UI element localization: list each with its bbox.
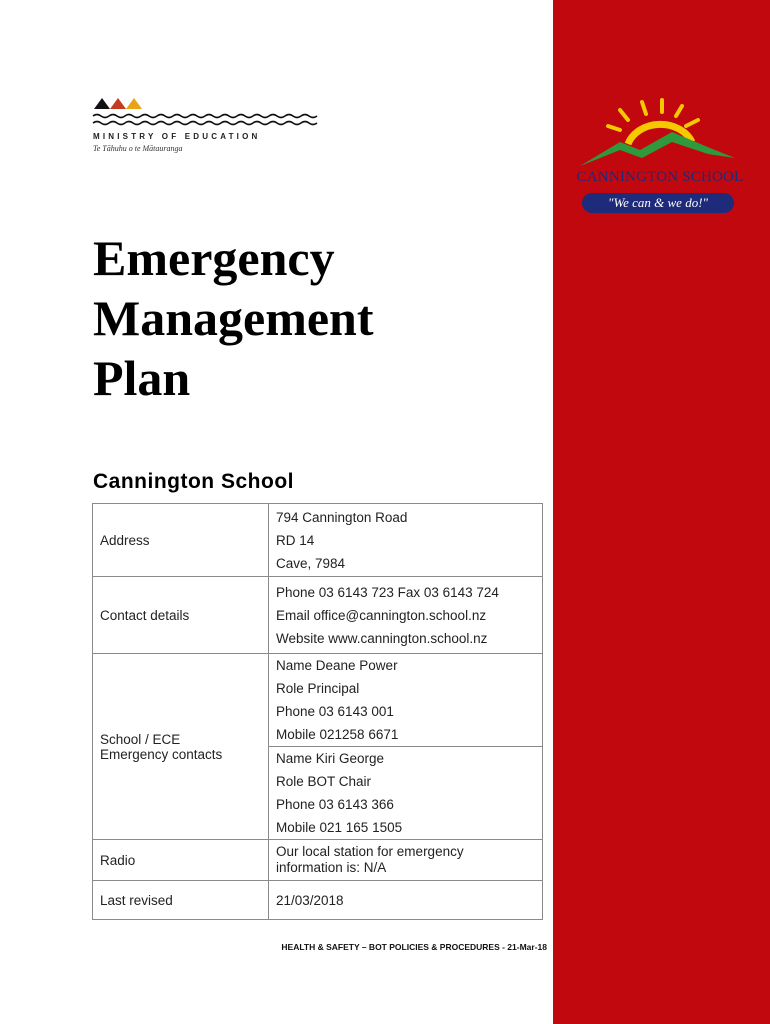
- radio-line: information is: N/A: [276, 860, 387, 875]
- address-line: 794 Cannington Road: [276, 509, 408, 525]
- contact-line: Email office@cannington.school.nz: [276, 607, 487, 623]
- address-label: Address: [93, 504, 269, 577]
- cannington-school-logo: [560, 96, 760, 218]
- last-revised-value: 21/03/2018: [269, 881, 543, 920]
- address-line: Cave, 7984: [276, 555, 346, 571]
- ministry-subtitle: Te Tāhuhu o te Mātauranga: [93, 144, 183, 153]
- page-footer: HEALTH & SAFETY – BOT POLICIES & PROCEDURES - 21-Mar-18: [281, 942, 547, 952]
- ministry-name: MINISTRY OF EDUCATION: [93, 132, 261, 141]
- ministry-of-education-logo: [92, 96, 327, 156]
- contact-line: Phone 03 6143 723 Fax 03 6143 724: [276, 584, 499, 600]
- contact-field: Phone 03 6143 001: [276, 704, 394, 719]
- school-heading: Cannington School: [93, 470, 294, 493]
- contact-label: Contact details: [93, 577, 269, 654]
- contact-field: Mobile 021 165 1505: [276, 820, 403, 835]
- radio-value: [269, 840, 543, 881]
- contact-field: Phone 03 6143 366: [276, 797, 394, 812]
- table-row-radio: [93, 840, 543, 881]
- contact-field: Role Principal: [276, 681, 360, 696]
- table-row-emergency-1: [93, 654, 543, 747]
- last-revised-label: Last revised: [93, 881, 269, 920]
- contact-line: Website www.cannington.school.nz: [276, 630, 488, 646]
- school-motto-banner: "We can & we do!": [582, 193, 734, 213]
- title-line: Management: [93, 290, 374, 346]
- contact-field: Role BOT Chair: [276, 774, 372, 789]
- table-row-address: [93, 504, 543, 577]
- address-line: RD 14: [276, 532, 315, 548]
- title-line: Emergency: [93, 230, 335, 286]
- contact-field: Name Deane Power: [276, 658, 398, 673]
- contact-field: Mobile 021258 6671: [276, 727, 399, 742]
- emergency-contact-2: [269, 747, 543, 840]
- sun-hills-icon: [560, 96, 760, 176]
- document-title: [93, 228, 374, 408]
- table-row-contact: [93, 577, 543, 654]
- radio-line: Our local station for emergency: [276, 844, 464, 859]
- emergency-contact-1: [269, 654, 543, 747]
- school-logo-name: CANNINGTON SCHOOL: [576, 169, 744, 185]
- address-value: [269, 504, 543, 577]
- radio-label: Radio: [93, 840, 269, 881]
- table-row-revised: [93, 881, 543, 920]
- contact-value: [269, 577, 543, 654]
- title-line: Plan: [93, 350, 191, 406]
- contact-field: Name Kiri George: [276, 751, 385, 766]
- emergency-label-line: Emergency contacts: [100, 746, 223, 762]
- ministry-triangles-icon: [92, 96, 324, 130]
- school-info-table: [92, 503, 543, 920]
- emergency-contacts-label: [93, 654, 269, 840]
- emergency-label-line: School / ECE: [100, 731, 181, 747]
